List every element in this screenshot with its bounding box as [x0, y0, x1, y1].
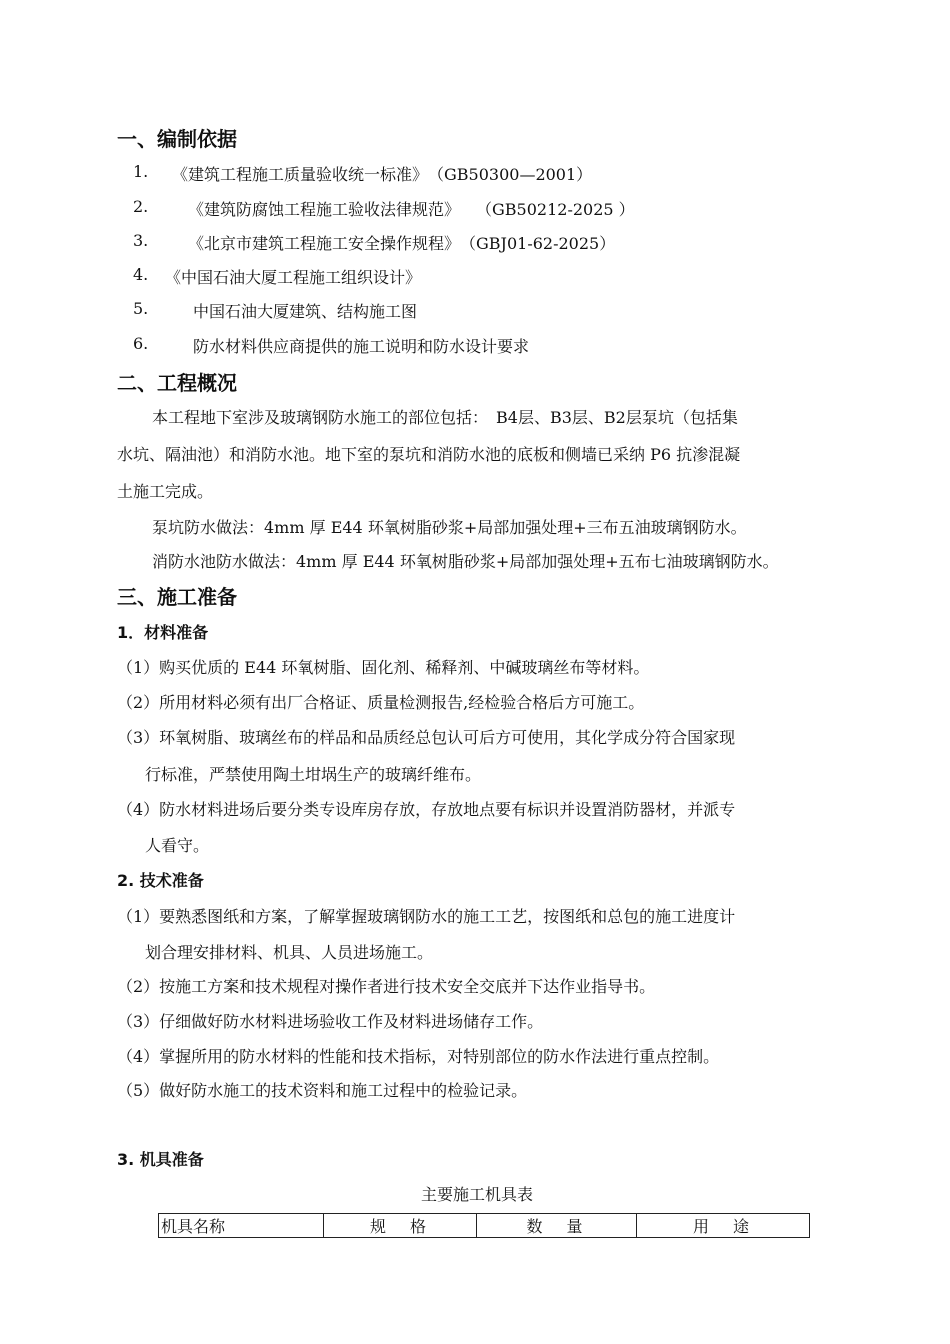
basis-item-5-text: 中国石油大厦建筑、结构施工图 [193, 302, 418, 321]
materials-item-2: （2）所用材料必须有出厂合格证、质量检测报告,经检验合格后方可施工。 [117, 693, 645, 712]
materials-item-3-cont: 行标准，严禁使用陶土坩埚生产的玻璃纤维布。 [145, 765, 482, 784]
overview-para-line-1: 本工程地下室涉及玻璃钢防水施工的部位包括： B4层、B3层、B2层泵坑（包括集 [152, 408, 738, 427]
tech-item-3: （3）仔细做好防水材料进场验收工作及材料进场储存工作。 [117, 1012, 544, 1031]
section-3-heading: 三、施工准备 [117, 585, 237, 609]
tech-item-1: （1）要熟悉图纸和方案，了解掌握玻璃钢防水的施工工艺，按图纸和总包的施工进度计 [117, 907, 736, 926]
tools-table-caption: 主要施工机具表 [421, 1185, 534, 1204]
tech-item-4: （4）掌握所用的防水材料的性能和技术指标，对特别部位的防水作法进行重点控制。 [117, 1047, 720, 1066]
section-1-heading: 一、编制依据 [117, 127, 237, 151]
tools-subheading: 3. 机具准备 [117, 1150, 204, 1169]
materials-subheading: 1．材料准备 [117, 623, 209, 642]
pump-pit-method: 泵坑防水做法：4mm 厚 E44 环氧树脂砂浆+局部加强处理+三布五油玻璃钢防水。 [152, 518, 747, 537]
tools-table-header-row [159, 1214, 810, 1238]
tech-item-2: （2）按施工方案和技术规程对操作者进行技术安全交底并下达作业指导书。 [117, 977, 656, 996]
tech-item-1-cont: 划合理安排材料、机具、人员进场施工。 [145, 943, 434, 962]
col-header-usage: 用 途 [637, 1214, 810, 1238]
col-header-quantity: 数 量 [477, 1214, 637, 1238]
basis-item-2-text: 《建筑防腐蚀工程施工验收法律规范》 （GB50212-2025 ） [188, 200, 635, 219]
col-header-spec: 规 格 [324, 1214, 477, 1238]
basis-item-2-num: 2. [133, 197, 149, 216]
basis-item-5-num: 5. [133, 299, 149, 318]
section-2-heading: 二、工程概况 [117, 371, 237, 395]
overview-para-line-2: 水坑、隔油池）和消防水池。地下室的泵坑和消防水池的底板和侧墙已采纳 P6 抗渗混凝 [117, 445, 741, 464]
basis-item-1-num: 1. [133, 162, 149, 181]
tech-subheading: 2. 技术准备 [117, 871, 204, 890]
fire-pool-method: 消防水池防水做法：4mm 厚 E44 环氧树脂砂浆+局部加强处理+五布七油玻璃钢防水。 [152, 552, 779, 571]
col-header-name: 机具名称 [159, 1214, 324, 1238]
basis-item-6-num: 6. [133, 334, 149, 353]
materials-item-1: （1）购买优质的 E44 环氧树脂、固化剂、稀释剂、中碱玻璃丝布等材料。 [117, 658, 650, 677]
materials-item-3: （3）环氧树脂、玻璃丝布的样品和品质经总包认可后方可使用，其化学成分符合国家现 [117, 728, 736, 747]
basis-item-1-text: 《建筑工程施工质量验收统一标准》 （GB50300—2001） [172, 165, 593, 184]
basis-item-6-text: 防水材料供应商提供的施工说明和防水设计要求 [193, 337, 530, 356]
materials-item-4-cont: 人看守。 [145, 836, 210, 855]
basis-item-3-num: 3. [133, 231, 149, 250]
basis-item-3-text: 《北京市建筑工程施工安全操作规程》 （GBJ01-62-2025） [188, 234, 616, 253]
basis-item-4-text: 《中国石油大厦工程施工组织设计》 [165, 268, 422, 287]
materials-item-4: （4）防水材料进场后要分类专设库房存放，存放地点要有标识并设置消防器材，并派专 [117, 800, 736, 819]
tools-table [158, 1213, 810, 1238]
tech-item-5: （5）做好防水施工的技术资料和施工过程中的检验记录。 [117, 1081, 528, 1100]
overview-para-line-3: 土施工完成。 [117, 482, 214, 501]
basis-item-4-num: 4. [133, 265, 149, 284]
